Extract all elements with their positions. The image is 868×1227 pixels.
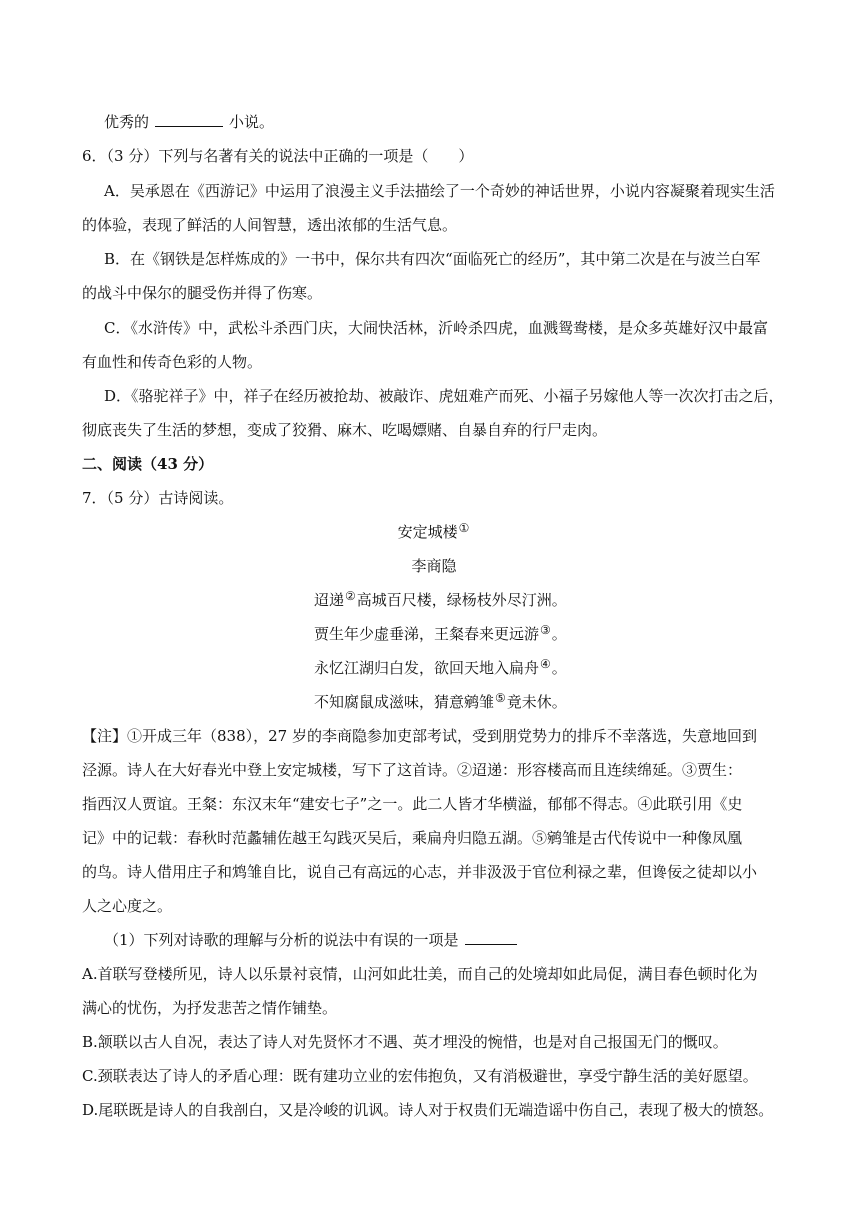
q6-option-d-line1: D．《骆驼祥子》中，祥子在经历被抢劫、被敲诈、虎妞难产而死、小福子另嫁他人等一次次打击之后， bbox=[104, 387, 784, 405]
poem-text: 迢递 bbox=[314, 591, 345, 609]
q6-stem: 6．（3 分）下列与名著有关的说法中正确的一项是（ ） bbox=[82, 147, 474, 165]
poem-title bbox=[0, 522, 868, 543]
poem-text: 高城百尺楼，绿杨枝外尽汀洲。 bbox=[356, 591, 567, 609]
section-heading: 二、阅读（43 分） bbox=[82, 455, 214, 473]
q7-stem: 7．（5 分）古诗阅读。 bbox=[82, 489, 234, 507]
poem-text: 贾生年少虚垂涕，王粲春来更远游 bbox=[314, 625, 540, 643]
q7-option-a-line1: A.首联写登楼所见，诗人以乐景衬哀情，山河如此壮美，而自己的处境却如此局促，满目春色顿时化为 bbox=[82, 965, 758, 983]
poem-text: 不知腐鼠成滋味，猜意鹓雏 bbox=[314, 693, 495, 711]
footnote-mark: ③ bbox=[540, 623, 551, 637]
q6-option-c-line1: C．《水浒传》中，武松斗杀西门庆，大闹快活林，沂岭杀四虎，血溅鸳鸯楼，是众多英雄好汉中最富 bbox=[104, 319, 768, 337]
q6-option-a-line1: A．吴承恩在《西游记》中运用了浪漫主义手法描绘了一个奇妙的神话世界，小说内容凝聚着现实生活 bbox=[104, 182, 775, 200]
q7-option-a-line2: 满心的忧伤，为抒发悲苦之情作铺垫。 bbox=[82, 999, 338, 1017]
poem-line-4 bbox=[314, 692, 567, 713]
poem-line-3 bbox=[314, 658, 567, 679]
q6-option-c-line2: 有血性和传奇色彩的人物。 bbox=[82, 353, 263, 371]
poem-line-2 bbox=[314, 624, 567, 645]
poem-text: 永忆江湖归白发，欲回天地入扁舟 bbox=[314, 659, 540, 677]
poem-line-1 bbox=[314, 590, 567, 611]
prev-text-2: 小说。 bbox=[229, 113, 275, 131]
note-line-5: 的鸟。诗人借用庄子和鸩雏自比，说自己有高远的心志，并非汲汲于官位利禄之辈，但谗佞之徒却以小 bbox=[82, 863, 758, 881]
note-line-3: 指西汉人贾谊。王粲：东汉末年“建安七子”之一。此二人皆才华横溢，郁郁不得志。④此联引用《史 bbox=[82, 795, 743, 813]
q7-option-d: D.尾联既是诗人的自我剖白，又是冷峻的讥讽。诗人对于权贵们无端造谣中伤自己，表现了极大的愤怒。 bbox=[82, 1101, 774, 1119]
footnote-mark: ⑤ bbox=[495, 691, 506, 705]
sub-question-text: （1）下列对诗歌的理解与分析的说法中有误的一项是 bbox=[104, 931, 459, 949]
q6-option-b-line1: B．在《钢铁是怎样炼成的》一书中，保尔共有四次“面临死亡的经历”，其中第二次是在与波兰白军 bbox=[104, 250, 761, 268]
q7-option-b: B.颔联以古人自况，表达了诗人对先贤怀才不遇、英才埋没的惋惜，也是对自己报国无门的慨叹。 bbox=[82, 1033, 728, 1051]
poem-text: 。 bbox=[551, 625, 567, 643]
q7-sub1-stem bbox=[104, 930, 523, 950]
prev-question-tail bbox=[104, 112, 274, 132]
prev-text-1: 优秀的 bbox=[104, 113, 150, 131]
poem-author: 李商隐 bbox=[411, 557, 457, 575]
poem-text: 。 bbox=[551, 659, 567, 677]
poem-title-text: 安定城楼 bbox=[397, 523, 458, 541]
note-line-2: 泾源。诗人在大好春光中登上安定城楼，写下了这首诗。②迢递：形容楼高而且连续绵延。③贾生： bbox=[82, 761, 743, 779]
note-line-6: 人之心度之。 bbox=[82, 897, 173, 915]
q7-option-c: C.颈联表达了诗人的矛盾心理：既有建功立业的宏伟抱负，又有消极避世，享受宁静生活的美好愿望。 bbox=[82, 1067, 758, 1085]
answer-blank[interactable] bbox=[155, 112, 223, 127]
note-line-1: 【注】①开成三年（838），27 岁的李商隐参加吏部考试，受到朋党势力的排斥不幸落选，失意地回到 bbox=[82, 727, 757, 745]
footnote-mark: ② bbox=[345, 589, 356, 603]
note-line-4: 记》中的记载：春秋时范蠡辅佐越王勾践灭吴后，乘扁舟归隐五湖。⑤鹓雏是古代传说中一种像凤凰 bbox=[82, 829, 743, 847]
answer-blank[interactable] bbox=[465, 930, 517, 945]
poem-text: 竟未休。 bbox=[506, 693, 567, 711]
footnote-mark: ④ bbox=[540, 657, 551, 671]
q6-option-d-line2: 彻底丧失了生活的梦想，变成了狡猾、麻木、吃喝嫖赌、自暴自弃的行尸走肉。 bbox=[82, 421, 608, 439]
q6-option-a-line2: 的体验，表现了鲜活的人间智慧，透出浓郁的生活气息。 bbox=[82, 216, 458, 234]
footnote-mark: ① bbox=[458, 521, 470, 535]
q6-option-b-line2: 的战斗中保尔的腿受伤并得了伤寒。 bbox=[82, 284, 323, 302]
